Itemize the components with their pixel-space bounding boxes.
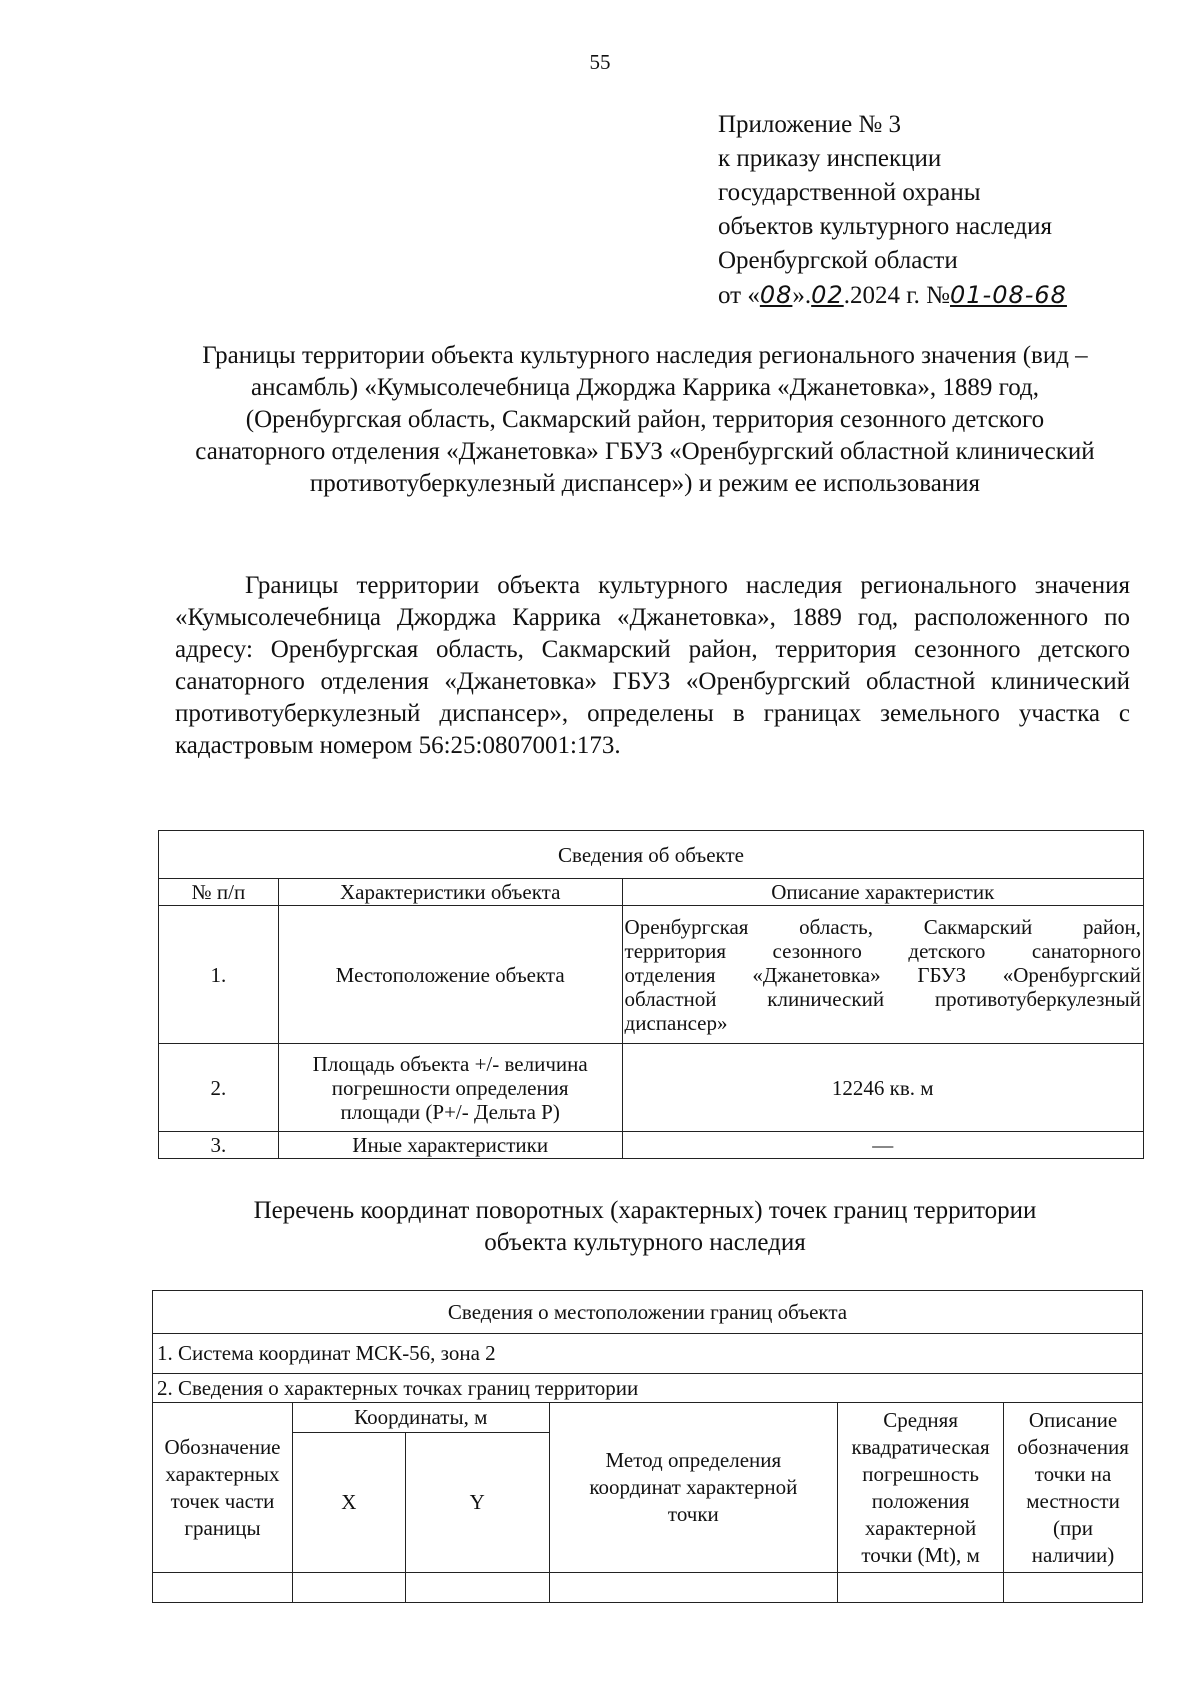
- description-line: областной клинический противотуберкулезный: [624, 986, 1141, 1011]
- empty-cell: [292, 1573, 405, 1603]
- header-line: квадратическая: [851, 1434, 990, 1459]
- header-line: обозначения: [1017, 1434, 1129, 1459]
- header-line: местности: [1026, 1488, 1120, 1513]
- header-line: точки на: [1034, 1461, 1112, 1486]
- document-title: Границы территории объекта культурного наследия регионального значения (вид – ансамбль) «Кумысолечебница Джорджа Каррика «Джанетовка», 1889 год, (Оренбургская область, Сакмарский район, территория сезонного детского санаторного отделения «Джанетовка» ГБУЗ «Оренбургский областной клинический противотуберкулезный диспансер») и режим ее использования: [195, 342, 1095, 497]
- header-line: Метод определения: [605, 1448, 782, 1472]
- handwritten-day: 08: [759, 281, 793, 309]
- col-mean-square-error: [838, 1403, 1004, 1573]
- col-point-description: [1004, 1403, 1143, 1573]
- appendix-block: [718, 108, 1067, 313]
- description-line: диспансер»: [624, 1010, 728, 1035]
- object-table-caption: Сведения об объекте: [159, 831, 1144, 879]
- description-line: отделения «Джанетовка» ГБУЗ «Оренбургский: [624, 962, 1141, 987]
- description-line: Оренбургская область, Сакмарский район,: [624, 914, 1141, 939]
- object-info-table: [158, 830, 1144, 1159]
- appendix-line: объектов культурного наследия: [718, 213, 1052, 240]
- date-suffix: .2024 г. №: [843, 282, 950, 309]
- main-paragraph: [175, 570, 1130, 762]
- header-line: погрешность: [862, 1461, 979, 1486]
- handwritten-order-number: 01-08-68: [950, 281, 1067, 309]
- coordinates-list-title: [180, 1195, 1110, 1259]
- header-line: Средняя: [883, 1407, 958, 1432]
- col-y: Y: [405, 1433, 549, 1573]
- points-info-row: 2. Сведения о характерных точках границ территории: [153, 1374, 1143, 1403]
- header-line: координат характерной: [589, 1475, 798, 1499]
- header-line: Описание: [1028, 1407, 1118, 1432]
- coordinates-table: [152, 1290, 1143, 1603]
- row-name: Иные характеристики: [278, 1132, 622, 1159]
- name-line: погрешности определения: [331, 1075, 569, 1100]
- header-line: точек части: [170, 1488, 275, 1513]
- header-description: Описание характеристик: [622, 879, 1143, 906]
- header-line: характерных: [165, 1461, 280, 1486]
- appendix-date-line: [718, 278, 1067, 313]
- date-prefix: от «: [718, 282, 760, 309]
- row-num: 1.: [159, 906, 279, 1044]
- col-designation: [153, 1403, 293, 1573]
- appendix-line: к приказу инспекции: [718, 145, 942, 172]
- coords-table-caption: Сведения о местоположении границ объекта: [153, 1291, 1143, 1334]
- appendix-line: Приложение № 3: [718, 111, 902, 138]
- empty-cell: [838, 1573, 1004, 1603]
- name-line: площади (P+/- Дельта P): [340, 1099, 560, 1124]
- handwritten-month: 02: [811, 281, 844, 309]
- col-method: [549, 1403, 838, 1573]
- row-value: 12246 кв. м: [622, 1044, 1143, 1132]
- header-characteristics: Характеристики объекта: [278, 879, 622, 906]
- appendix-line: государственной охраны: [718, 179, 981, 206]
- header-line: характерной: [864, 1515, 977, 1540]
- list-title-line: объекта культурного наследия: [484, 1229, 806, 1256]
- row-num: 2.: [159, 1044, 279, 1132]
- header-line: точки (Mt), м: [861, 1542, 980, 1567]
- coordinate-system-row: 1. Система координат МСК-56, зона 2: [153, 1334, 1143, 1374]
- header-line: положения: [871, 1488, 970, 1513]
- header-num: № п/п: [159, 879, 279, 906]
- appendix-line: Оренбургской области: [718, 247, 958, 274]
- row-name: Местоположение объекта: [278, 906, 622, 1044]
- row-value: —: [622, 1132, 1143, 1159]
- row-name: [278, 1044, 622, 1132]
- date-mid: ».: [792, 282, 812, 309]
- header-line: границы: [184, 1515, 261, 1540]
- header-line: (при: [1053, 1515, 1094, 1540]
- paragraph-text: Границы территории объекта культурного наследия регионального значения «Кумысолечебница Джорджа Каррика «Джанетовка», 1889 год, расположенного по адресу: Оренбургская область, Сакмарский район, территория сезонного детского санаторного отделения «Джанетовка» ГБУЗ «Оренбургский областной клинический противотуберкулезный диспансер», определены в границах земельного участка с кадастровым номером 56:25:0807001:173.: [175, 572, 1130, 759]
- empty-cell: [1004, 1573, 1143, 1603]
- header-line: Обозначение: [164, 1434, 281, 1459]
- name-line: Площадь объекта +/- величина: [312, 1051, 588, 1076]
- col-x: X: [292, 1433, 405, 1573]
- header-line: наличии): [1031, 1542, 1115, 1567]
- col-coordinates: Координаты, м: [292, 1403, 549, 1433]
- page-number: 55: [589, 50, 611, 74]
- row-description: [622, 906, 1143, 1044]
- empty-cell: [153, 1573, 293, 1603]
- header-line: точки: [667, 1502, 719, 1526]
- empty-cell: [405, 1573, 549, 1603]
- empty-cell: [549, 1573, 838, 1603]
- row-num: 3.: [159, 1132, 279, 1159]
- list-title-line: Перечень координат поворотных (характерных) точек границ территории: [253, 1197, 1037, 1224]
- description-line: территория сезонного детского санаторного: [624, 938, 1141, 963]
